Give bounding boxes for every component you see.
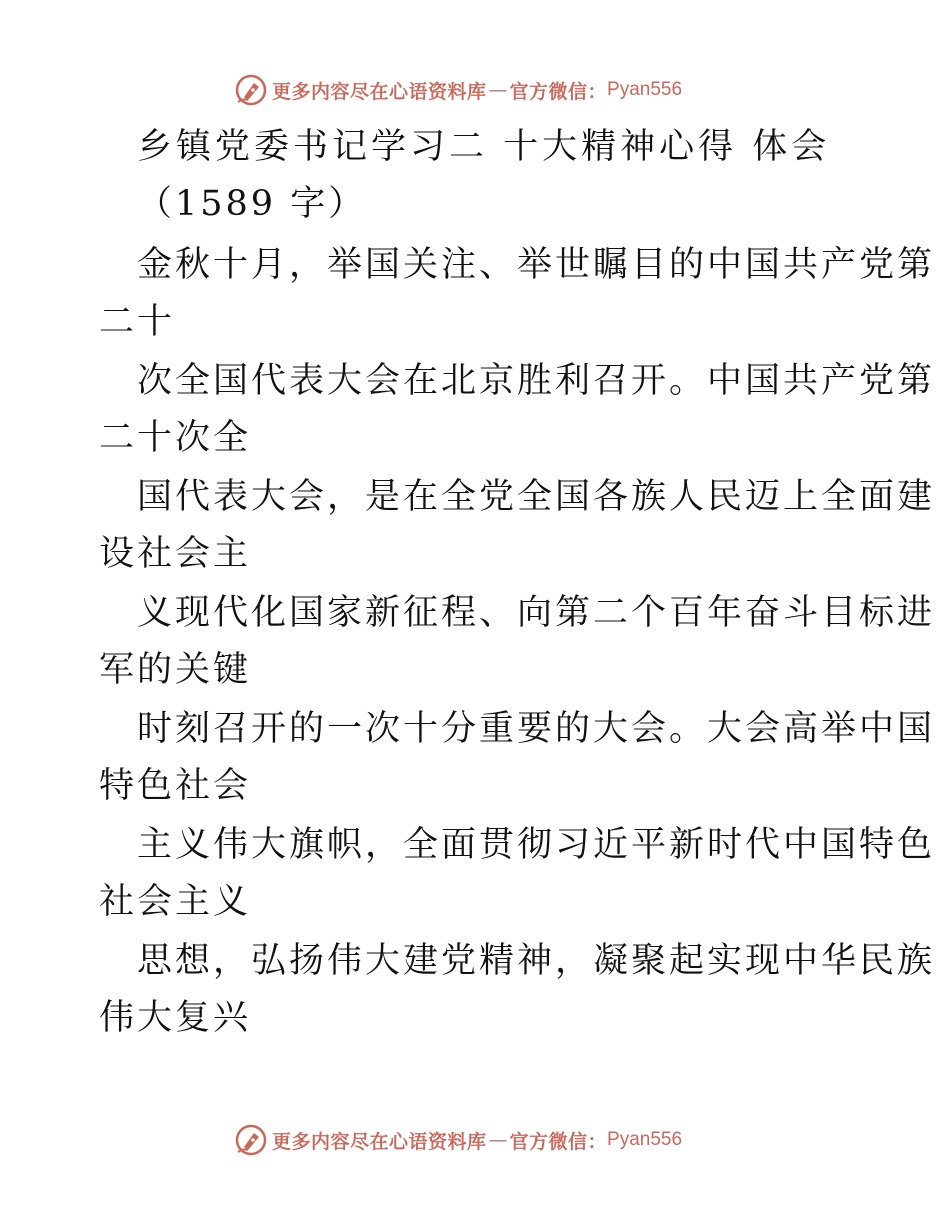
body-line: 金秋十月，举国关注、举世瞩目的中国共产党第 xyxy=(137,245,936,285)
body-line: 义现代化国家新征程、向第二个百年奋斗目标进 xyxy=(137,593,936,633)
watermark-site-text: 更多内容尽在心语资料库 xyxy=(272,1130,487,1153)
pen-nib-logo-icon xyxy=(234,73,268,107)
watermark-separator: — xyxy=(488,79,508,101)
body-line: 二十 xyxy=(99,302,176,342)
header-watermark xyxy=(234,72,682,108)
watermark-site-text: 更多内容尽在心语资料库 xyxy=(272,80,487,103)
body-line: 社会主义 xyxy=(99,882,252,922)
watermark-official-text: 官方微信： xyxy=(509,1130,608,1153)
watermark-official-text: 官方微信： xyxy=(509,80,608,103)
body-line: 思想，弘扬伟大建党精神，凝聚起实现中华民族 xyxy=(137,941,936,981)
word-count: （1589 字） xyxy=(137,184,367,224)
watermark-account: Pyan556 xyxy=(607,1129,683,1150)
body-line: 伟大复兴 xyxy=(99,998,252,1038)
watermark-account: Pyan556 xyxy=(607,79,683,100)
body-line: 二十次全 xyxy=(99,418,252,458)
watermark-separator: — xyxy=(488,1129,508,1151)
body-line: 时刻召开的一次十分重要的大会。大会高举中国 xyxy=(137,709,936,749)
body-line: 国代表大会，是在全党全国各族人民迈上全面建 xyxy=(137,477,936,517)
body-line: 军的关键 xyxy=(99,650,252,690)
body-line: 主义伟大旗帜，全面贯彻习近平新时代中国特色 xyxy=(137,825,936,865)
footer-watermark xyxy=(234,1122,682,1158)
pen-nib-logo-icon xyxy=(234,1123,268,1157)
document-title: 乡镇党委书记学习二 十大精神心得 体会 xyxy=(137,127,831,167)
body-line: 次全国代表大会在北京胜利召开。中国共产党第 xyxy=(137,361,936,401)
body-line: 特色社会 xyxy=(99,766,252,806)
body-line: 设社会主 xyxy=(99,534,252,574)
